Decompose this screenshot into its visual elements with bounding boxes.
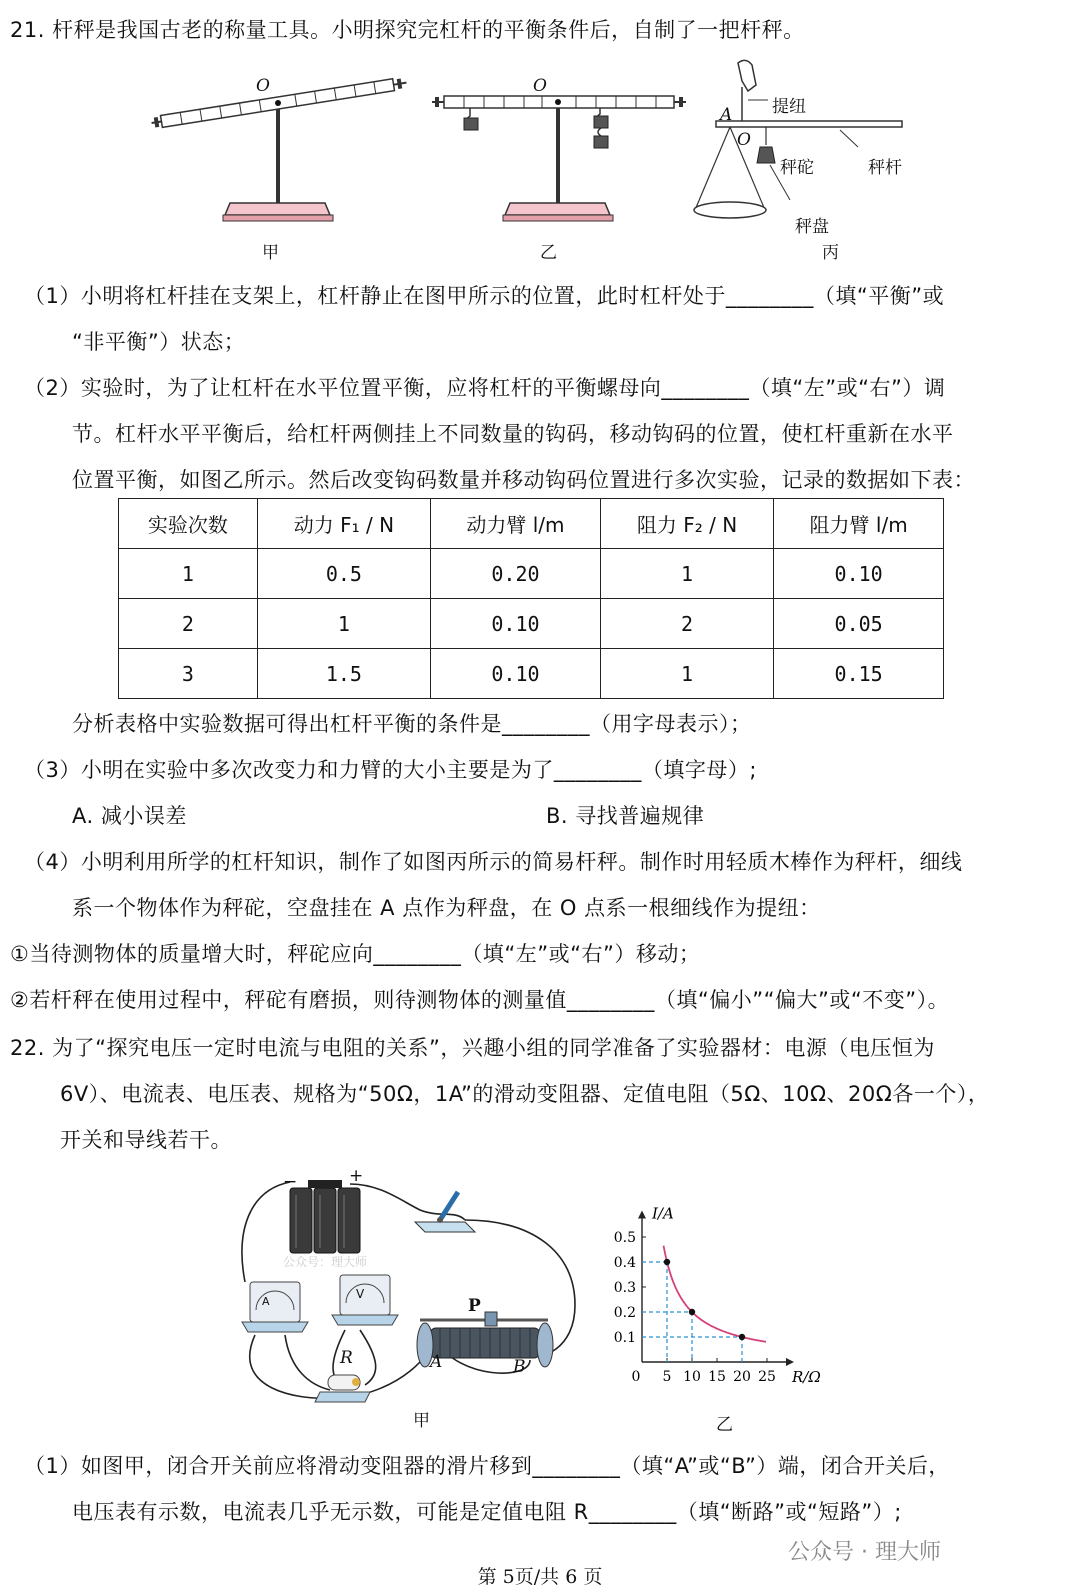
watermark: 公众号 · 理大师	[788, 1540, 941, 1565]
table-header-row	[119, 499, 944, 549]
ammeter-label: A	[262, 1295, 270, 1308]
x-tick-label: 25	[758, 1369, 776, 1385]
q21-p4-line2: 系一个物体作为秤砣，空盘挂在 A 点作为秤盘，在 O 点系一根细线作为提纽：	[72, 896, 821, 920]
voltmeter-label: V	[356, 1287, 365, 1301]
q22-p1-line1: （1）如图甲，闭合开关前应将滑动变阻器的滑片移到________（填“A”或“B”）端，闭合开关后，	[24, 1454, 950, 1478]
q21-p4-line1: （4）小明利用所学的杠杆知识，制作了如图丙所示的简易杆秤。制作时用轻质木棒作为秤杆，细线	[24, 850, 963, 874]
caption-circuit-jia: 甲	[413, 1411, 430, 1431]
q21-stem: 21. 杆秤是我国古老的称量工具。小明探究完杠杆的平衡条件后，自制了一把杆秤。	[10, 18, 805, 42]
q22-stem-line1: 22. 为了“探究电压一定时电流与电阻的关系”，兴趣小组的同学准备了实验器材：电源（电压恒为	[10, 1036, 935, 1060]
caption-yi: 乙	[540, 243, 557, 263]
x-axis-label: R/Ω	[792, 1368, 821, 1386]
table-cell: 1	[600, 549, 773, 599]
page-number: 第 5页/共 6 页	[477, 1566, 603, 1588]
q21-p2-analysis: 分析表格中实验数据可得出杠杆平衡的条件是________（用字母表示）；	[72, 712, 752, 736]
q21-p2-line2: 节。杠杆水平平衡后，给杠杆两侧挂上不同数量的钩码，移动钩码的位置，使杠杆重新在水平	[72, 422, 954, 446]
label-tiniu: 提纽	[772, 97, 806, 117]
rheostat-slider-label-P: P	[468, 1296, 481, 1316]
q22-p1-line2: 电压表有示数，电流表几乎无示数，可能是定值电阻 R________（填“断路”或“短路”）;	[72, 1500, 902, 1524]
x-tick-label: 20	[733, 1369, 751, 1385]
y-tick-label: 0.3	[613, 1280, 636, 1296]
label-chengpan: 秤盘	[795, 217, 829, 237]
caption-bing: 丙	[822, 243, 839, 263]
label-O-bing: O	[737, 130, 751, 150]
q21-p4-sub1: ①当待测物体的质量增大时，秤砣应向________（填“左”或“右”）移动；	[10, 942, 701, 966]
table-cell: 0.15	[774, 649, 944, 699]
table-cell: 2	[119, 599, 258, 649]
table-cell: 1	[257, 599, 430, 649]
circuit-watermark: 公众号：理大师	[283, 1255, 368, 1269]
lever-figure-jia	[150, 75, 410, 235]
label-O-jia: O	[256, 76, 270, 96]
rheostat-terminal-A: A	[430, 1352, 443, 1372]
table-row	[119, 649, 944, 699]
lever-figure-yi	[430, 80, 690, 240]
label-chengtuo: 秤砣	[780, 158, 814, 178]
y-axis-arrow	[638, 1211, 646, 1219]
y-tick-label: 0.4	[613, 1255, 636, 1271]
data-point	[739, 1334, 745, 1340]
table-header: 动力臂 l/m	[431, 499, 601, 549]
current-resistance-chart	[600, 1190, 830, 1400]
data-point	[689, 1309, 695, 1315]
table-row	[119, 549, 944, 599]
q21-p3-option-b: B. 寻找普遍规律	[546, 804, 705, 828]
x-tick-label: 5	[662, 1369, 672, 1385]
x-tick-label: 15	[708, 1369, 726, 1385]
q21-p3-option-a: A. 减小误差	[72, 804, 187, 828]
q21-p4-sub2: ②若杆秤在使用过程中，秤砣有磨损，则待测物体的测量值________（填“偏小”“偏大”或“不变”）。	[10, 988, 950, 1012]
table-cell: 1	[600, 649, 773, 699]
table-cell: 3	[119, 649, 258, 699]
q21-p3: （3）小明在实验中多次改变力和力臂的大小主要是为了________（填字母）;	[24, 758, 757, 782]
q21-p2-line1: （2）实验时，为了让杠杆在水平位置平衡，应将杠杆的平衡螺母向________（填“左”或“右”）调	[24, 376, 946, 400]
q21-p2-line3: 位置平衡，如图乙所示。然后改变钩码数量并移动钩码位置进行多次实验，记录的数据如下表：	[72, 468, 975, 492]
label-A-bing: A	[720, 105, 733, 125]
table-cell: 0.20	[431, 549, 601, 599]
q22-stem-line2: 6V）、电流表、电压表、规格为“50Ω，1A”的滑动变阻器、定值电阻（5Ω、10Ω、20Ω各一个），	[60, 1082, 990, 1106]
table-header: 阻力臂 l/m	[774, 499, 944, 549]
x-axis-arrow	[786, 1358, 794, 1366]
y-tick-label: 0.2	[613, 1305, 636, 1321]
table-cell: 1	[119, 549, 258, 599]
table-cell: 0.10	[431, 649, 601, 699]
x-tick-label: 10	[683, 1369, 701, 1385]
table-header: 动力 F₁ / N	[257, 499, 430, 549]
table-cell: 0.10	[774, 549, 944, 599]
y-tick-label: 0.1	[613, 1330, 636, 1346]
label-chenggan: 秤杆	[868, 158, 902, 178]
table-cell: 0.10	[431, 599, 601, 649]
x-tick-label: 0	[631, 1369, 641, 1385]
circuit-figure	[230, 1170, 590, 1410]
q21-p1-line2: “非平衡”）状态；	[72, 330, 246, 354]
y-axis-label: I/A	[652, 1204, 674, 1223]
label-O-yi: O	[533, 76, 547, 96]
table-cell: 1.5	[257, 649, 430, 699]
table-cell: 2	[600, 599, 773, 649]
battery-plus-label: +	[349, 1166, 364, 1186]
data-point	[664, 1259, 670, 1265]
table-header: 阻力 F₂ / N	[600, 499, 773, 549]
table-cell: 0.5	[257, 549, 430, 599]
rheostat-terminal-B: B	[513, 1357, 526, 1377]
series-curve	[664, 1246, 767, 1342]
table-cell: 0.05	[774, 599, 944, 649]
resistor-label-R: R	[340, 1348, 353, 1368]
q22-stem-line3: 开关和导线若干。	[60, 1128, 232, 1152]
battery-minus-label: −	[283, 1172, 298, 1192]
caption-jia: 甲	[262, 243, 279, 263]
table-row	[119, 599, 944, 649]
table-header: 实验次数	[119, 499, 258, 549]
experiment-table	[118, 498, 944, 699]
caption-chart-yi: 乙	[716, 1415, 733, 1435]
y-tick-label: 0.5	[613, 1230, 636, 1246]
q21-p1-line1: （1）小明将杠杆挂在支架上，杠杆静止在图甲所示的位置，此时杠杆处于________（填“平衡”或	[24, 284, 945, 308]
